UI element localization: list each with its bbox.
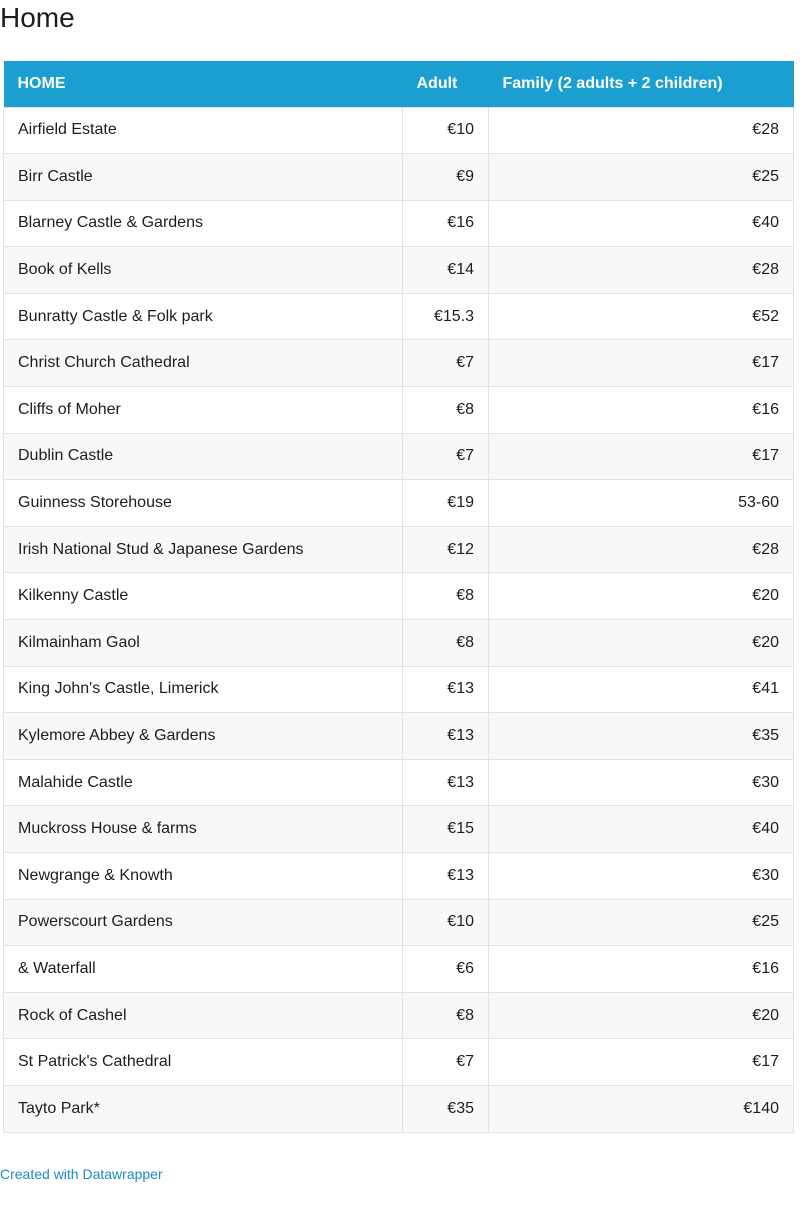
- cell-adult-price: €7: [403, 340, 489, 387]
- cell-adult-price: €13: [403, 666, 489, 713]
- table-row: [4, 713, 794, 760]
- price-table-container: [3, 61, 793, 1133]
- cell-adult-price: €6: [403, 946, 489, 993]
- cell-attraction: Malahide Castle: [4, 759, 403, 806]
- table-row: [4, 154, 794, 201]
- table-row: [4, 247, 794, 294]
- table-row: [4, 480, 794, 527]
- cell-attraction: Bunratty Castle & Folk park: [4, 293, 403, 340]
- cell-attraction: King John's Castle, Limerick: [4, 666, 403, 713]
- table-row: [4, 433, 794, 480]
- table-row: [4, 340, 794, 387]
- cell-attraction: Blarney Castle & Gardens: [4, 200, 403, 247]
- cell-adult-price: €7: [403, 1039, 489, 1086]
- cell-attraction: Airfield Estate: [4, 107, 403, 154]
- cell-attraction: Muckross House & farms: [4, 806, 403, 853]
- datawrapper-credit-link[interactable]: Created with Datawrapper: [0, 1166, 163, 1182]
- cell-adult-price: €15.3: [403, 293, 489, 340]
- table-row: [4, 573, 794, 620]
- cell-attraction: Cliffs of Moher: [4, 387, 403, 434]
- cell-adult-price: €14: [403, 247, 489, 294]
- cell-adult-price: €13: [403, 759, 489, 806]
- table-row: [4, 992, 794, 1039]
- cell-family-price: €28: [489, 247, 794, 294]
- cell-family-price: €20: [489, 573, 794, 620]
- cell-attraction: Dublin Castle: [4, 433, 403, 480]
- table-body: [4, 107, 794, 1132]
- cell-family-price: €40: [489, 806, 794, 853]
- table-row: [4, 293, 794, 340]
- cell-family-price: €30: [489, 853, 794, 900]
- cell-adult-price: €13: [403, 713, 489, 760]
- cell-attraction: Newgrange & Knowth: [4, 853, 403, 900]
- cell-family-price: €35: [489, 713, 794, 760]
- cell-attraction: Kilkenny Castle: [4, 573, 403, 620]
- cell-family-price: €25: [489, 154, 794, 201]
- cell-family-price: €17: [489, 340, 794, 387]
- cell-adult-price: €8: [403, 573, 489, 620]
- table-row: [4, 620, 794, 667]
- cell-family-price: €16: [489, 946, 794, 993]
- cell-family-price: €40: [489, 200, 794, 247]
- price-table: [3, 61, 794, 1133]
- cell-adult-price: €13: [403, 853, 489, 900]
- table-header-row: [4, 61, 794, 107]
- cell-family-price: €16: [489, 387, 794, 434]
- cell-attraction: Guinness Storehouse: [4, 480, 403, 527]
- cell-family-price: €52: [489, 293, 794, 340]
- cell-family-price: €140: [489, 1085, 794, 1132]
- table-row: [4, 853, 794, 900]
- cell-adult-price: €15: [403, 806, 489, 853]
- cell-attraction: Kylemore Abbey & Gardens: [4, 713, 403, 760]
- cell-family-price: €28: [489, 107, 794, 154]
- cell-attraction: Birr Castle: [4, 154, 403, 201]
- cell-attraction: Book of Kells: [4, 247, 403, 294]
- cell-family-price: €17: [489, 1039, 794, 1086]
- cell-attraction: Powerscourt Gardens: [4, 899, 403, 946]
- cell-attraction: Rock of Cashel: [4, 992, 403, 1039]
- table-row: [4, 899, 794, 946]
- cell-family-price: €30: [489, 759, 794, 806]
- table-row: [4, 1085, 794, 1132]
- table-row: [4, 387, 794, 434]
- table-row: [4, 806, 794, 853]
- table-row: [4, 107, 794, 154]
- cell-adult-price: €19: [403, 480, 489, 527]
- table-header: [4, 61, 794, 107]
- table-row: [4, 200, 794, 247]
- table-row: [4, 666, 794, 713]
- cell-attraction: Christ Church Cathedral: [4, 340, 403, 387]
- cell-adult-price: €9: [403, 154, 489, 201]
- cell-family-price: €28: [489, 526, 794, 573]
- table-row: [4, 759, 794, 806]
- column-header-home[interactable]: HOME: [17, 74, 66, 92]
- cell-family-price: 53-60: [489, 480, 794, 527]
- cell-attraction: St Patrick's Cathedral: [4, 1039, 403, 1086]
- cell-family-price: €20: [489, 992, 794, 1039]
- table-row: [4, 1039, 794, 1086]
- cell-family-price: €20: [489, 620, 794, 667]
- cell-adult-price: €12: [403, 526, 489, 573]
- column-header-family[interactable]: Family (2 adults + 2 children): [502, 74, 723, 92]
- column-header-adult[interactable]: Adult: [416, 74, 458, 92]
- cell-family-price: €17: [489, 433, 794, 480]
- cell-adult-price: €8: [403, 620, 489, 667]
- table-row: [4, 526, 794, 573]
- cell-adult-price: €8: [403, 387, 489, 434]
- page-title: Home: [0, 2, 75, 33]
- cell-adult-price: €7: [403, 433, 489, 480]
- cell-adult-price: €16: [403, 200, 489, 247]
- cell-family-price: €25: [489, 899, 794, 946]
- table-row: [4, 946, 794, 993]
- cell-family-price: €41: [489, 666, 794, 713]
- cell-attraction: & Waterfall: [4, 946, 403, 993]
- cell-attraction: Kilmainham Gaol: [4, 620, 403, 667]
- cell-attraction: Irish National Stud & Japanese Gardens: [4, 526, 403, 573]
- cell-adult-price: €8: [403, 992, 489, 1039]
- cell-adult-price: €10: [403, 107, 489, 154]
- cell-attraction: Tayto Park*: [4, 1085, 403, 1132]
- cell-adult-price: €35: [403, 1085, 489, 1132]
- cell-adult-price: €10: [403, 899, 489, 946]
